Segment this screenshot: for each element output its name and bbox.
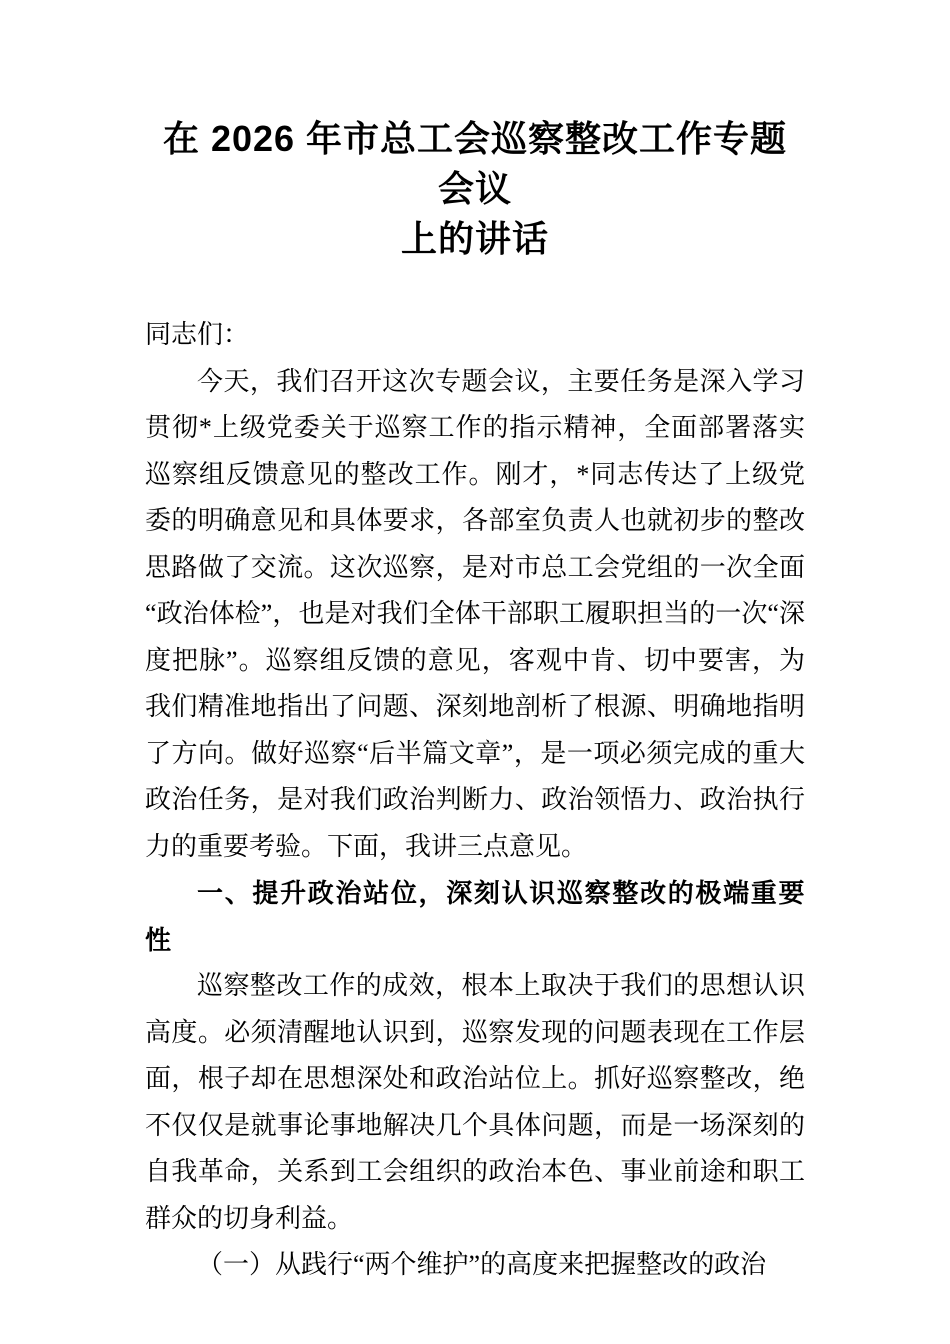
document-title — [145, 114, 805, 264]
paragraph-intro: 今天，我们召开这次专题会议，主要任务是深入学习贯彻*上级党委关于巡察工作的指示精神，全面部署落实巡察组反馈意见的整改工作。刚才，*同志传达了上级党委的明确意见和具体要求，各部室负责人也就初步的整改思路做了交流。这次巡察，是对市总工会党组的一次全面“政治体检”，也是对我们全体干部职工履职担当的一次“深度把脉”。巡察组反馈的意见，客观中肯、切中要害，为我们精准地指出了问题、深刻地剖析了根源、明确地指明了方向。做好巡察“后半篇文章”，是一项必须完成的重大政治任务，是对我们政治判断力、政治领悟力、政治执行力的重要考验。下面，我讲三点意见。 — [145, 366, 805, 861]
paragraph-salutation: 同志们： — [145, 320, 250, 349]
section-1-heading: 一、提升政治站位，深刻认识巡察整改的极端重要性 — [145, 878, 805, 955]
document-title-line-1: 在 2026 年市总工会巡察整改工作专题会议 — [162, 118, 788, 209]
document-title-line-2: 上的讲话 — [400, 218, 549, 259]
subsection-1-1-heading: （一）从践行“两个维护”的高度来把握整改的政治 — [197, 1250, 767, 1279]
document-body — [145, 114, 805, 1289]
paragraph-section-1-body: 巡察整改工作的成效，根本上取决于我们的思想认识高度。必须清醒地认识到，巡察发现的问题表现在工作层面，根子却在思想深处和政治站位上。抓好巡察整改，绝不仅仅是就事论事地解决几个具体问题，而是一场深刻的自我革命，关系到工会组织的政治本色、事业前途和职工群众的切身利益。 — [145, 971, 805, 1233]
